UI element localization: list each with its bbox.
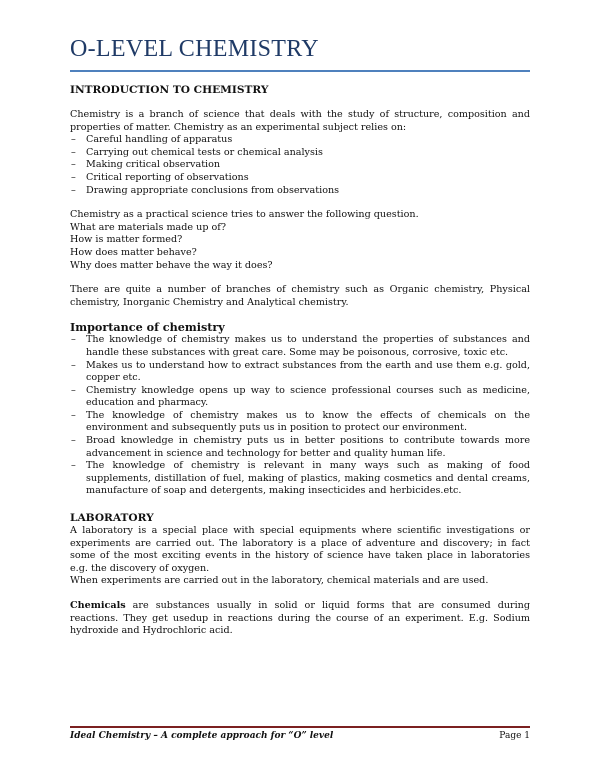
list-item — [70, 159, 530, 172]
list-item — [70, 172, 530, 185]
list-item — [70, 460, 530, 498]
dash-bullet: – — [71, 384, 76, 396]
list-item — [70, 147, 530, 160]
section-heading-introduction: INTRODUCTION TO CHEMISTRY — [70, 84, 269, 96]
chemicals-definition: are substances usually in solid or liquid forms that are consumed during reactions. They get usedup in reactions during the course of an experiment. E.g. Sodium hydroxide and Hydrochloric acid. — [70, 600, 530, 637]
footer-book-title: Ideal Chemistry – A complete approach for “O” level — [70, 731, 334, 741]
list-item-text: The knowledge of chemistry makes us to understand the properties of substances and handle these substances with great care. Some may be poisonous, corrosive, toxic etc. — [86, 334, 530, 358]
page-title: O-LEVEL CHEMISTRY — [70, 36, 319, 62]
dash-bullet: – — [71, 146, 76, 158]
list-item-text: Chemistry knowledge opens up way to science professional courses such as medicine, education and pharmacy. — [86, 384, 530, 409]
list-item — [70, 134, 530, 147]
list-item — [70, 334, 530, 359]
dash-bullet: – — [71, 435, 76, 447]
list-item-text: The knowledge of chemistry is relevant in many ways such as making of food supplements, distillation of fuel, making of plastics, making cosmetics and dental creams, manufacture of soap and detergents, making insecticides and herbicides.etc. — [86, 460, 530, 497]
list-item-text: Making critical observation — [86, 159, 221, 171]
practical-intro-paragraph: Chemistry as a practical science tries to answer the following question. — [70, 209, 419, 221]
dash-bullet: – — [71, 184, 76, 196]
dash-bullet: – — [71, 359, 76, 371]
list-item-text: The knowledge of chemistry makes us to know the effects of chemicals on the environment and subsequently puts us in position to protect our environment. — [86, 409, 530, 434]
list-item — [70, 410, 530, 435]
list-item — [70, 385, 530, 410]
question-line: How is matter formed? — [70, 234, 183, 246]
dash-bullet: – — [71, 159, 76, 171]
list-item-text: Drawing appropriate conclusions from observations — [86, 184, 340, 196]
dash-bullet: – — [71, 334, 76, 346]
list-item-text: Broad knowledge in chemistry puts us in better positions to contribute towards more advancement in science and technology for better and quality human life. — [86, 435, 530, 459]
title-underline — [70, 70, 530, 72]
chemicals-paragraph — [70, 600, 530, 638]
list-item-text: Careful handling of apparatus — [86, 134, 233, 146]
document-body — [70, 84, 530, 638]
intro-paragraph: Chemistry is a branch of science that deals with the study of structure, composition and properties of matter. Chemistry as an experimental subject relies on: — [70, 109, 530, 133]
dash-bullet: – — [71, 409, 76, 421]
laboratory-paragraph-2: When experiments are carried out in the laboratory, chemical materials and are used. — [70, 575, 489, 587]
branches-paragraph: There are quite a number of branches of chemistry such as Organic chemistry, Physical chemistry, Inorganic Chemistry and Analytical chemistry. — [70, 284, 530, 308]
list-item-text: Makes us to understand how to extract substances from the earth and use them e.g. gold, copper etc. — [86, 359, 530, 384]
question-line: Why does matter behave the way it does? — [70, 259, 273, 271]
dash-bullet: – — [71, 460, 76, 472]
list-item-text: Critical reporting of observations — [86, 171, 249, 183]
question-line: What are materials made up of? — [70, 221, 226, 233]
dash-bullet: – — [71, 134, 76, 146]
importance-list — [70, 334, 530, 498]
intro-list — [70, 134, 530, 197]
list-item — [70, 360, 530, 385]
laboratory-paragraph: A laboratory is a special place with special equipments where scientific investigations or experiments are carried out. The laboratory is a place of adventure and discovery; in fact some of the most exciting events in the history of science have taken place in laboratories e.g. the discovery of oxygen. — [70, 525, 530, 574]
question-line: How does matter behave? — [70, 246, 197, 258]
chemicals-term: Chemicals — [70, 600, 126, 611]
section-heading-importance: Importance of chemistry — [70, 320, 225, 335]
dash-bullet: – — [71, 171, 76, 183]
page-number: Page 1 — [499, 731, 530, 741]
list-item-text: Carrying out chemical tests or chemical analysis — [86, 146, 323, 158]
list-item — [70, 185, 530, 198]
section-heading-laboratory: LABORATORY — [70, 512, 154, 525]
list-item — [70, 435, 530, 460]
footer-rule — [70, 726, 530, 728]
